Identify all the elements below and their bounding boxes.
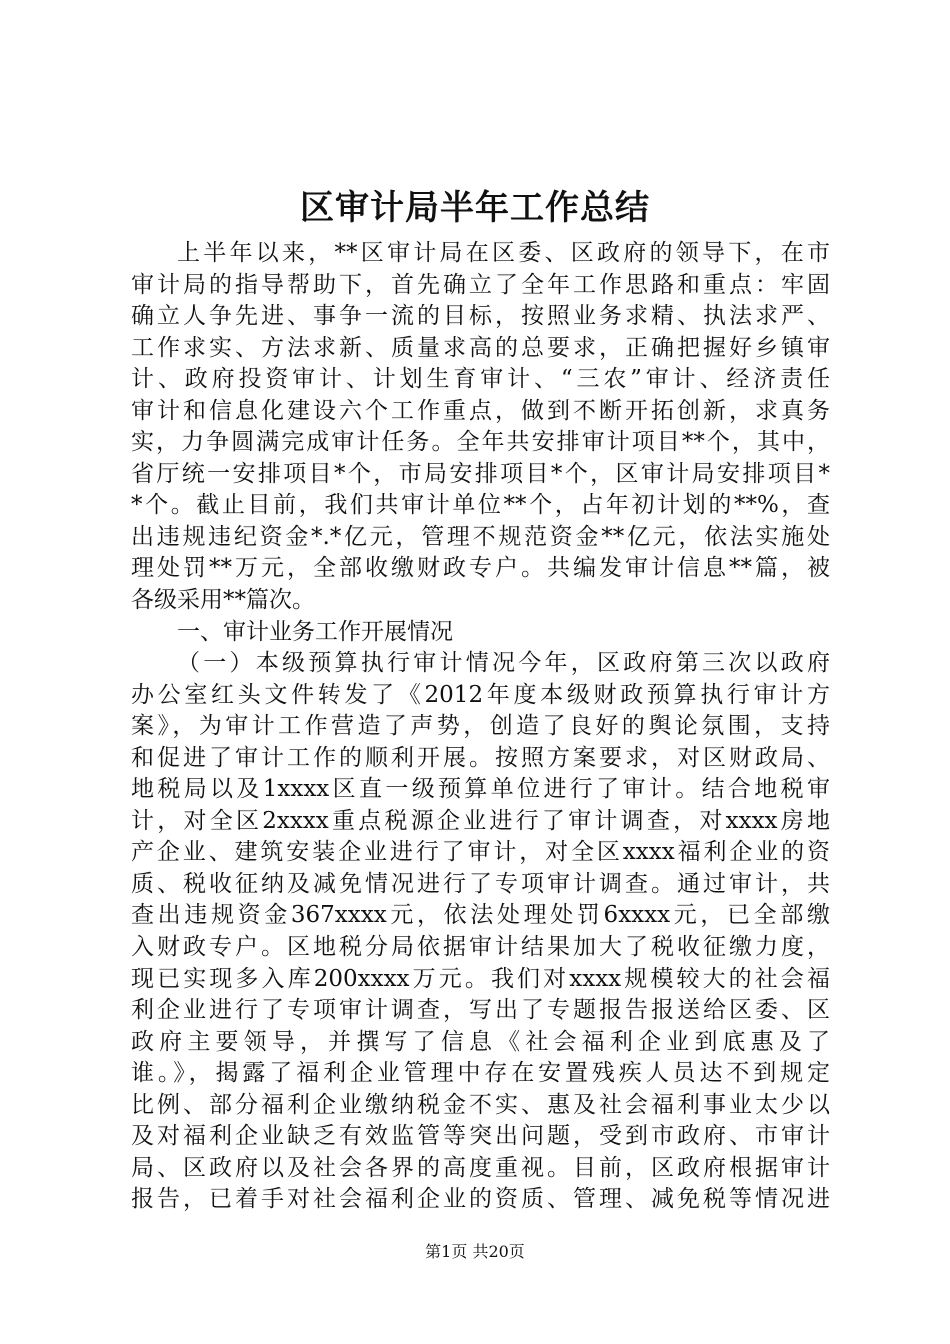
page-title: 区审计局半年工作总结 [300, 188, 650, 228]
text-line: （一）本级预算执行审计情况今年，区政府第三次以政府 [177, 650, 830, 677]
text-line: 和促进了审计工作的顺利开展。按照方案要求，对区财政局、 [131, 744, 830, 771]
text-line: 理处罚**万元，全部收缴财政专户。共编发审计信息**篇，被 [131, 555, 830, 582]
section-heading: 一、审计业务工作开展情况 [177, 618, 453, 645]
text-line: 比例、部分福利企业缴纳税金不实、惠及社会福利事业太少以 [131, 1091, 830, 1118]
document-body [131, 238, 830, 1216]
text-line: 省厅统一安排项目*个，市局安排项目*个，区审计局安排项目* [131, 460, 830, 487]
text-line: 地税局以及1xxxx区直一级预算单位进行了审计。结合地税审 [131, 776, 830, 803]
text-line: 计、政府投资审计、计划生育审计、“三农”审计、经济责任 [131, 366, 830, 393]
text-line: 查出违规资金367xxxx元，依法处理处罚6xxxx元，已全部缴 [131, 902, 830, 929]
text-line: 确立人争先进、事争一流的目标，按照业务求精、执法求严、 [131, 303, 830, 330]
text-line: 入财政专户。区地税分局依据审计结果加大了税收征缴力度， [131, 934, 830, 961]
page-number: 第1页 共20页 [425, 1242, 525, 1261]
text-line: 各级采用**篇次。 [131, 587, 315, 614]
text-line: 利企业进行了专项审计调查，写出了专题报告报送给区委、区 [131, 997, 830, 1024]
text-line: 政府主要领导，并撰写了信息《社会福利企业到底惠及了 [131, 1028, 830, 1055]
text-line: 办公室红头文件转发了《2012年度本级财政预算执行审计方 [131, 681, 830, 708]
text-line: 产企业、建筑安装企业进行了审计，对全区xxxx福利企业的资 [131, 839, 830, 866]
text-line: 谁。》，揭露了福利企业管理中存在安置残疾人员达不到规定 [131, 1060, 830, 1087]
text-line: 现已实现多入库200xxxx万元。我们对xxxx规模较大的社会福 [131, 965, 830, 992]
text-line: 案》，为审计工作营造了声势，创造了良好的舆论氛围，支持 [131, 713, 830, 740]
text-line: 及对福利企业缺乏有效监管等突出问题，受到市政府、市审计 [131, 1123, 830, 1150]
text-line: 审计和信息化建设六个工作重点，做到不断开拓创新，求真务 [131, 397, 830, 424]
text-line: 审计局的指导帮助下，首先确立了全年工作思路和重点：牢固 [131, 271, 830, 298]
text-line: 报告，已着手对社会福利企业的资质、管理、减免税等情况进 [131, 1186, 830, 1213]
text-line: 质、税收征纳及减免情况进行了专项审计调查。通过审计，共 [131, 870, 830, 897]
text-line: 出违规违纪资金*.*亿元，管理不规范资金**亿元，依法实施处 [131, 523, 830, 550]
text-line: 工作求实、方法求新、质量求高的总要求，正确把握好乡镇审 [131, 334, 830, 361]
text-line: 上半年以来，**区审计局在区委、区政府的领导下，在市 [177, 240, 830, 266]
text-line: *个。截止目前，我们共审计单位**个，占年初计划的**%，查 [131, 492, 830, 519]
text-line: 计，对全区2xxxx重点税源企业进行了审计调查，对xxxx房地 [131, 807, 830, 834]
text-line: 局、区政府以及社会各界的高度重视。目前，区政府根据审计 [131, 1154, 830, 1181]
text-line: 实，力争圆满完成审计任务。全年共安排审计项目**个，其中， [131, 429, 830, 456]
